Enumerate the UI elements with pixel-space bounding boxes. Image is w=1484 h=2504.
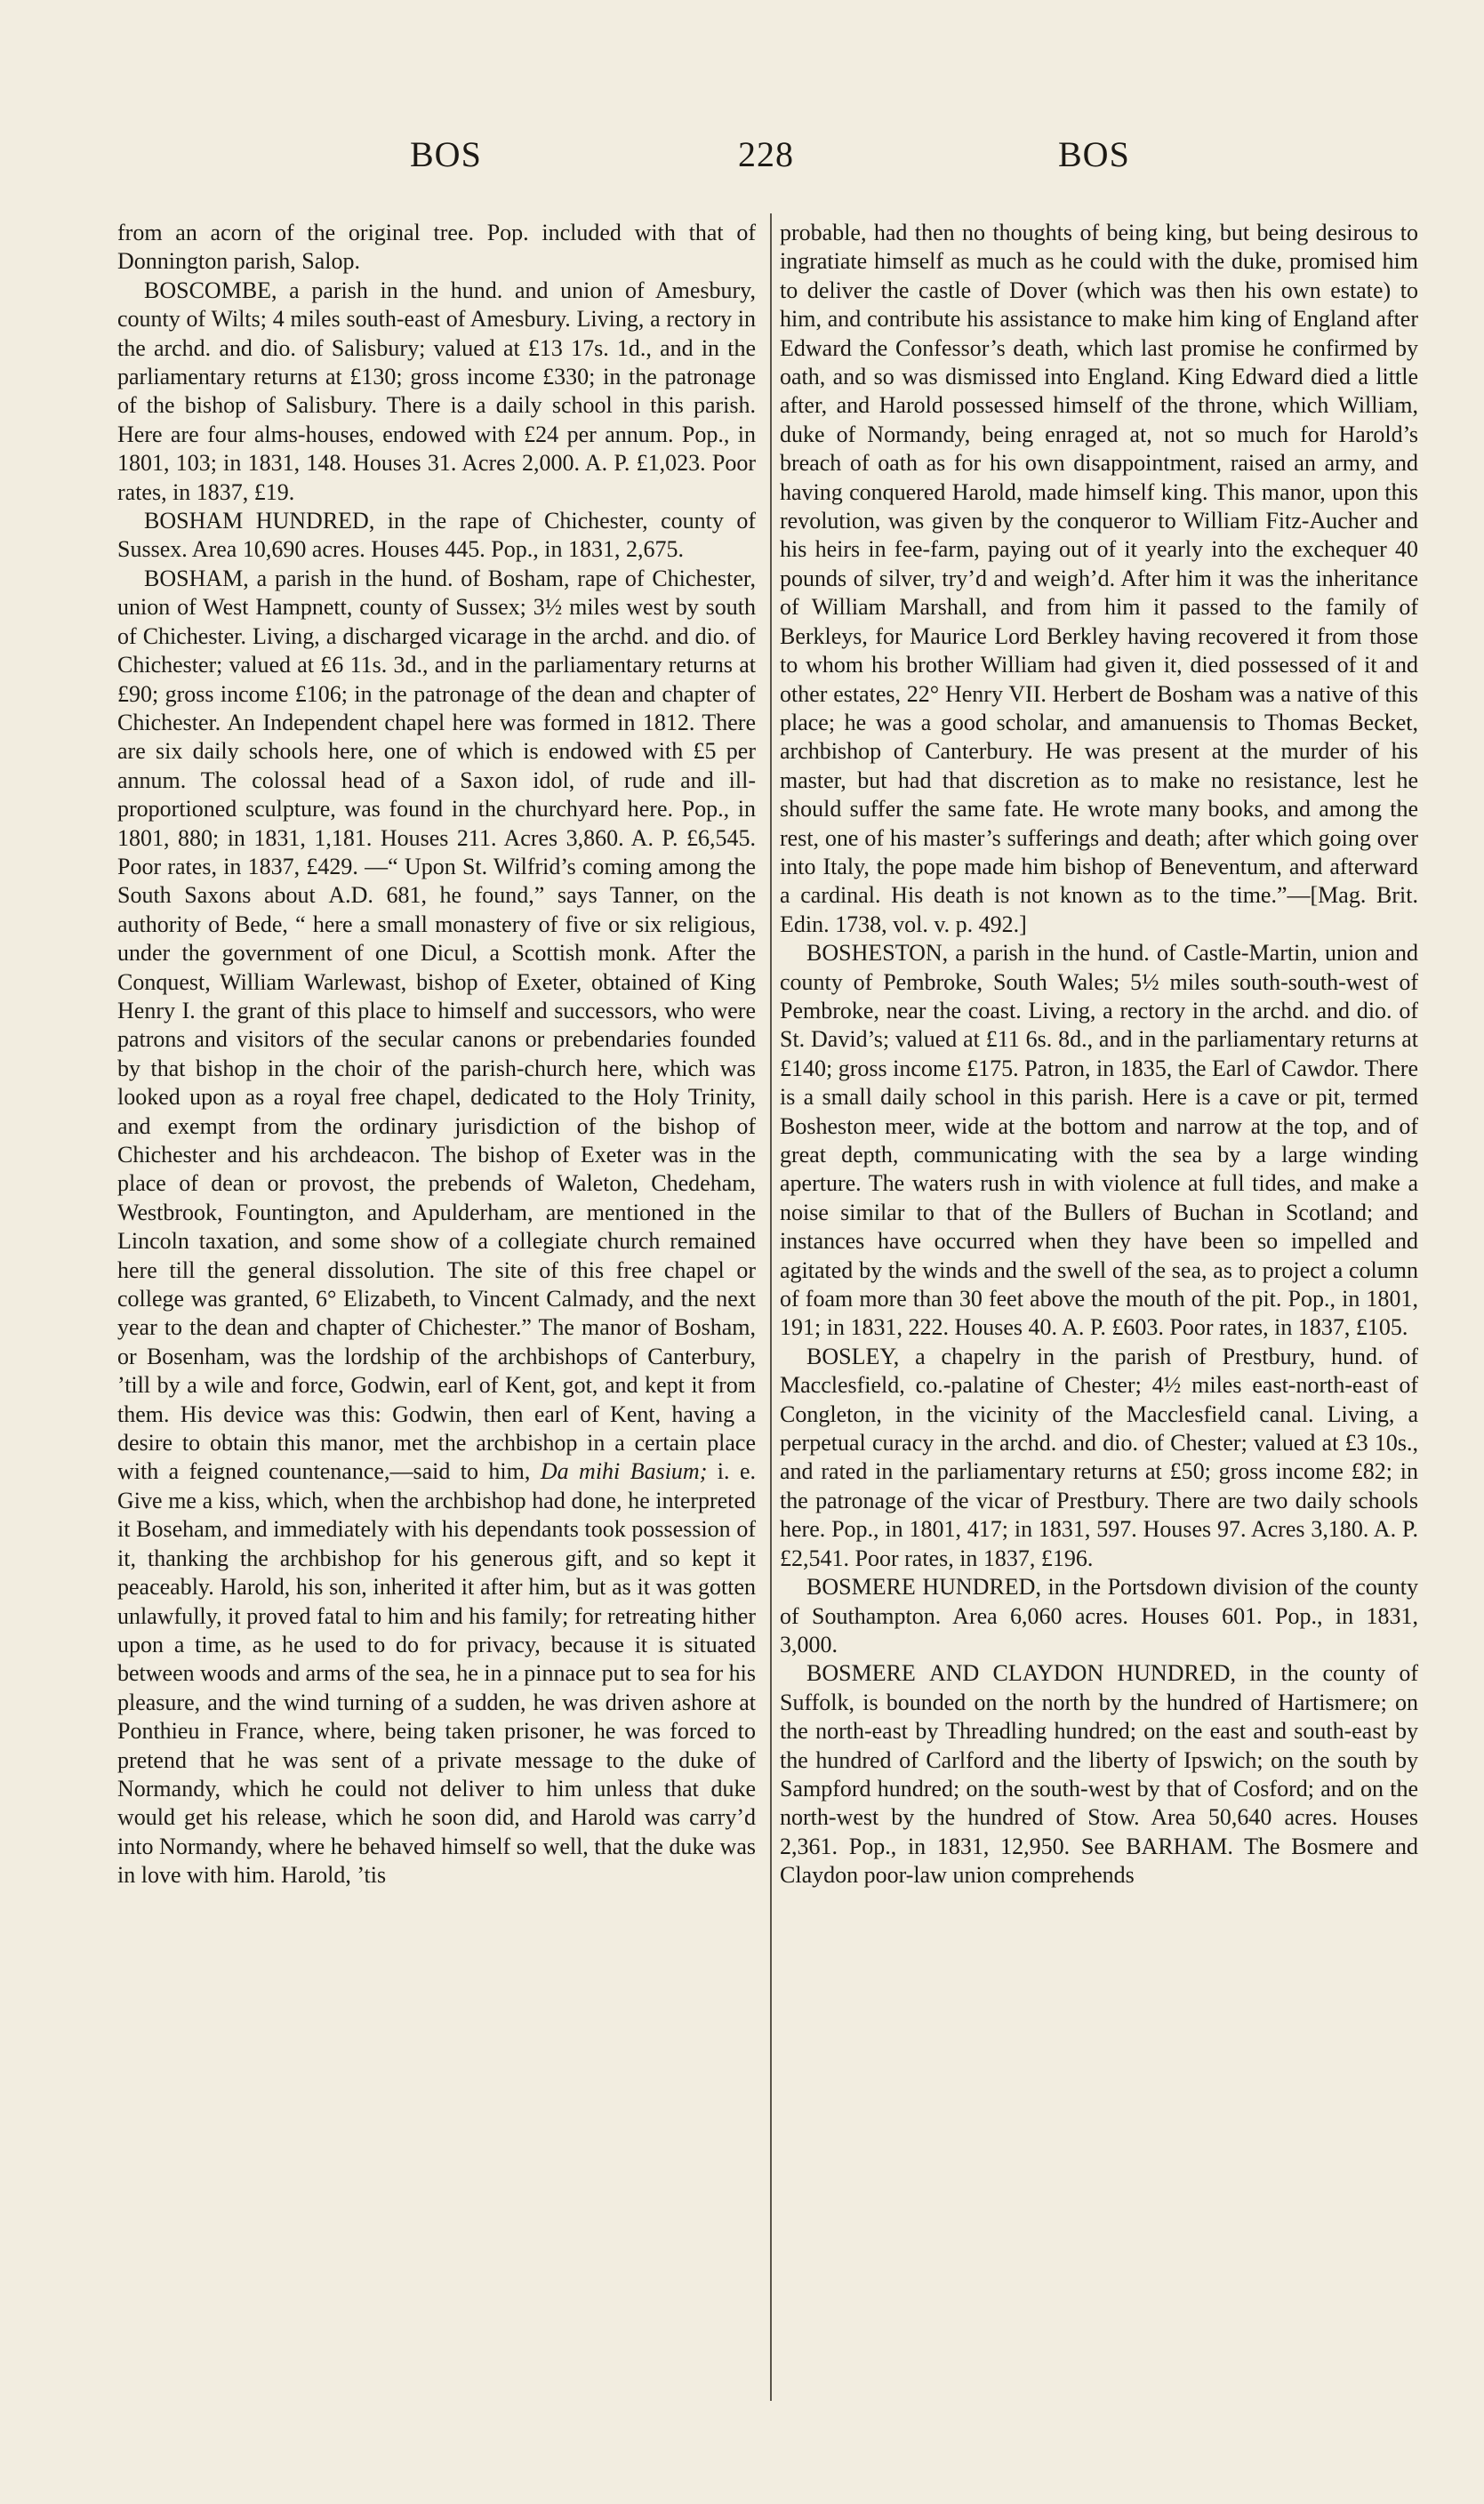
entry-bosmere-claydon-and: AND [928, 1660, 980, 1687]
entry-bosmere-claydon-head: BOSMERE [806, 1660, 916, 1687]
running-header [0, 133, 1484, 187]
left-column [117, 219, 756, 1890]
entry-bosham-continued: probable, had then no thoughts of being king, but being desirous to ingratiate himself as much as he could with the duke, promised him to deliver the castle of Dover (which was then his own estate) to him, and contribute his assistance to make him king of England after Edward the Confessor’s death, which last promise he confirmed by oath, and so was dismissed into England. King Edward died a little after, and Harold possessed himself of the throne, which William, duke of Normandy, being enraged at, not so much for Harold’s breach of oath as for his own disappointment, raised an army, and having conquered Harold, made himself king. This manor, upon this revolution, was given by the conqueror to William Fitz-Aucher and his heirs in fee-farm, paying out of it yearly into the exchequer 40 pounds of silver, try’d and weigh’d. After him it was the inheritance of William Marshall, and from him it passed to the family of Berkleys, for Maurice Lord Berkley having recovered it from those to whom his brother William had given it, died possessed of it and other estates, 22° Henry VII. Herbert de Bosham was a native of this place; he was a good scholar, and amanuensis to Thomas Becket, archbishop of Canterbury. He was present at the murder of his master, but had that discretion as to make no resistance, lest he should suffer the same fate. He wrote many books, and among the rest, one of his master’s sufferings and death; after which going over into Italy, the pope made him bishop of Beneventum, and afterward a cardinal. His death is not known as to the time.”—[Mag. Brit. Edin. 1738, vol. v. p. 492.] [780, 220, 1418, 937]
header-right-word: BOS [1058, 134, 1130, 174]
entry-bosmere-claydon-tail: The Bosmere and Claydon poor-law union comprehends [780, 1833, 1418, 1889]
entry-bosham-ad: A.D. [328, 882, 373, 909]
column-divider [770, 213, 772, 2401]
entry-continuation: from an acorn of the original tree. Pop. included with that of Donnington parish, Salop. [117, 220, 756, 275]
entry-bosham [117, 565, 756, 1890]
entry-bosmere-claydon [780, 1659, 1418, 1890]
entry-bosheston: BOSHESTON, a parish in the hund. of Castle-Martin, union and county of Pembroke, South Wales; 5½ miles south-south-west of Pembroke, near the coast. Living, a rectory in the archd. and dio. of St. David’s; valued at £11 6s. 8d., and in the parliamentary returns at £140; gross income £175. Patron, in 1835, the Earl of Cawdor. There is a small daily school in this parish. Here is a cave or pit, termed Bosheston meer, wide at the bottom and narrow at the top, and of great depth, communicating with the sea by a large winding aperture. The waters rush in with violence at full tides, and make a noise similar to that of the Bullers of Buchan in Scotland; and instances have occurred when they have been so impelled and agitated by the winds and the swell of the sea, as to project a column of foam more than 30 feet above the mouth of the pit. Pop., in 1801, 191; in 1831, 222. Houses 40. A. P. £603. Poor rates, in 1837, £105. [780, 940, 1419, 1341]
entry-bosmere-claydon-text: CLAYDON HUNDRED, in the county of Suffolk, is bounded on the north by the hundred of Hartismere; on the north-east by Threadling hundred; on the east and south-east by the hundred of Carlford and the liberty of Ipswich; on the south by Sampford hundred; on the south-west by that of Cosford; and on the north-west by the hundred of Stow. Area 50,640 acres. Houses 2,361. Pop., in 1831, 12,950. See [780, 1660, 1419, 1859]
page-number: 228 [738, 134, 794, 174]
entry-bosham-text-3: i. e. Give me a kiss, which, when the archbishop had done, he interpreted it Boseham, and immediately with his dependants took possession of it, thanking the archbishop for his generous gift, and so kept it peaceably. Harold, his son, inherited it after him, but as it was gotten unlawfully, it proved fatal to him and his family; for retreating hither upon a time, as he used to do for privacy, because it is situated between woods and arms of the sea, he in a pinnace put to sea for his pleasure, and the wind turning of a sudden, he was driven ashore at Ponthieu in France, where, being taken prisoner, he was forced to pretend that he was sent of a private message to the duke of Normandy, which he could not deliver to him unless that duke would get his release, which he soon did, and Harold was carry’d into Normandy, where he behaved himself so well, that the duke was in love with him. Harold, ’tis [117, 1458, 756, 1889]
entry-boscombe: BOSCOMBE, a parish in the hund. and union of Amesbury, county of Wilts; 4 miles south-east of Amesbury. Living, a rectory in the archd. and dio. of Salisbury; valued at £13 17s. 1d., and in the parliamentary returns at £130; gross income £330; in the patronage of the bishop of Salisbury. There is a daily school in this parish. Here are four alms-houses, endowed with £24 per annum. Pop., in 1801, 103; in 1831, 148. Houses 31. Acres 2,000. A. P. £1,023. Poor rates, in 1837, £19. [117, 277, 756, 505]
entry-bosham-hundred: BOSHAM HUNDRED, in the rape of Chichester, county of Sussex. Area 10,690 acres. Houses 445. Pop., in 1831, 2,675. [117, 508, 756, 563]
header-left-word: BOS [410, 134, 482, 174]
right-column [780, 219, 1418, 1890]
entry-bosley: BOSLEY, a chapelry in the parish of Prestbury, hund. of Macclesfield, co.-palatine of Chester; 4½ miles east-north-east of Congleton, in the vicinity of the Macclesfield canal. Living, a perpetual curacy in the archd. and dio. of Chester; valued at £3 10s., and rated in the parliamentary returns at £50; gross income £82; in the patronage of the vicar of Prestbury. There are two daily schools here. Pop., in 1801, 417; in 1831, 597. Houses 97. Acres 3,180. A. P. £2,541. Poor rates, in 1837, £196. [780, 1343, 1418, 1571]
cross-reference-barham: BARHAM. [1126, 1833, 1233, 1859]
entry-bosmere-hundred: BOSMERE HUNDRED, in the Portsdown division of the county of Southampton. Area 6,060 acres. Houses 601. Pop., in 1831, 3,000. [780, 1574, 1418, 1657]
entry-bosham-latin: Da mihi Basium; [540, 1458, 708, 1485]
entry-bosham-text-1: BOSHAM, a parish in the hund. of Bosham, rape of Chichester, union of West Hampnett, county of Sussex; 3½ miles west by south of Chichester. Living, a discharged vicarage in the archd. and dio. of Chichester; valued at £6 11s. 3d., and in the parliamentary returns at £90; gross income £106; in the patronage of the dean and chapter of Chichester. An Independent chapel here was formed in 1812. There are six daily schools here, one of which is endowed with £5 per annum. The colossal head of a Saxon idol, of rude and ill-proportioned sculpture, was found in the churchyard here. Pop., in 1801, 880; in 1831, 1,181. Houses 211. Acres 3,860. A. P. £6,545. Poor rates, in 1837, £429. —“ Upon St. Wilfrid’s coming among the South Saxons about [117, 565, 756, 909]
entry-bosham-text-2: 681, he found,” says Tanner, on the authority of Bede, “ here a small monastery of five or six religious, under the government of one Dicul, a Scottish monk. After the Conquest, William Warlewast, bishop of Exeter, obtained of King Henry I. the grant of this place to himself and successors, who were patrons and visitors of the secular canons or prebendaries founded by that bishop in the choir of the parish-church here, which was looked upon as a royal free chapel, dedicated to the Holy Trinity, and exempt from the ordinary jurisdiction of the bishop of Chichester and his archdeacon. The bishop of Exeter was in the place of dean or provost, the prebends of Waleton, Chedeham, Westbrook, Fountington, and Apulderham, are mentioned in the Lincoln taxation, and some show of a collegiate church remained here till the general dissolution. The site of this free chapel or college was granted, 6° Elizabeth, to Vincent Calmady, and the next year to the dean and chapter of Chichester.” The manor of Bosham, or Bosenham, was the lordship of the archbishops of Canterbury, ’till by a wile and force, Godwin, earl of Kent, got, and kept it from them. His device was this: Godwin, then earl of Kent, having a desire to obtain this manor, met the archbishop in a certain place with a feigned countenance,—said to him, [117, 882, 756, 1485]
